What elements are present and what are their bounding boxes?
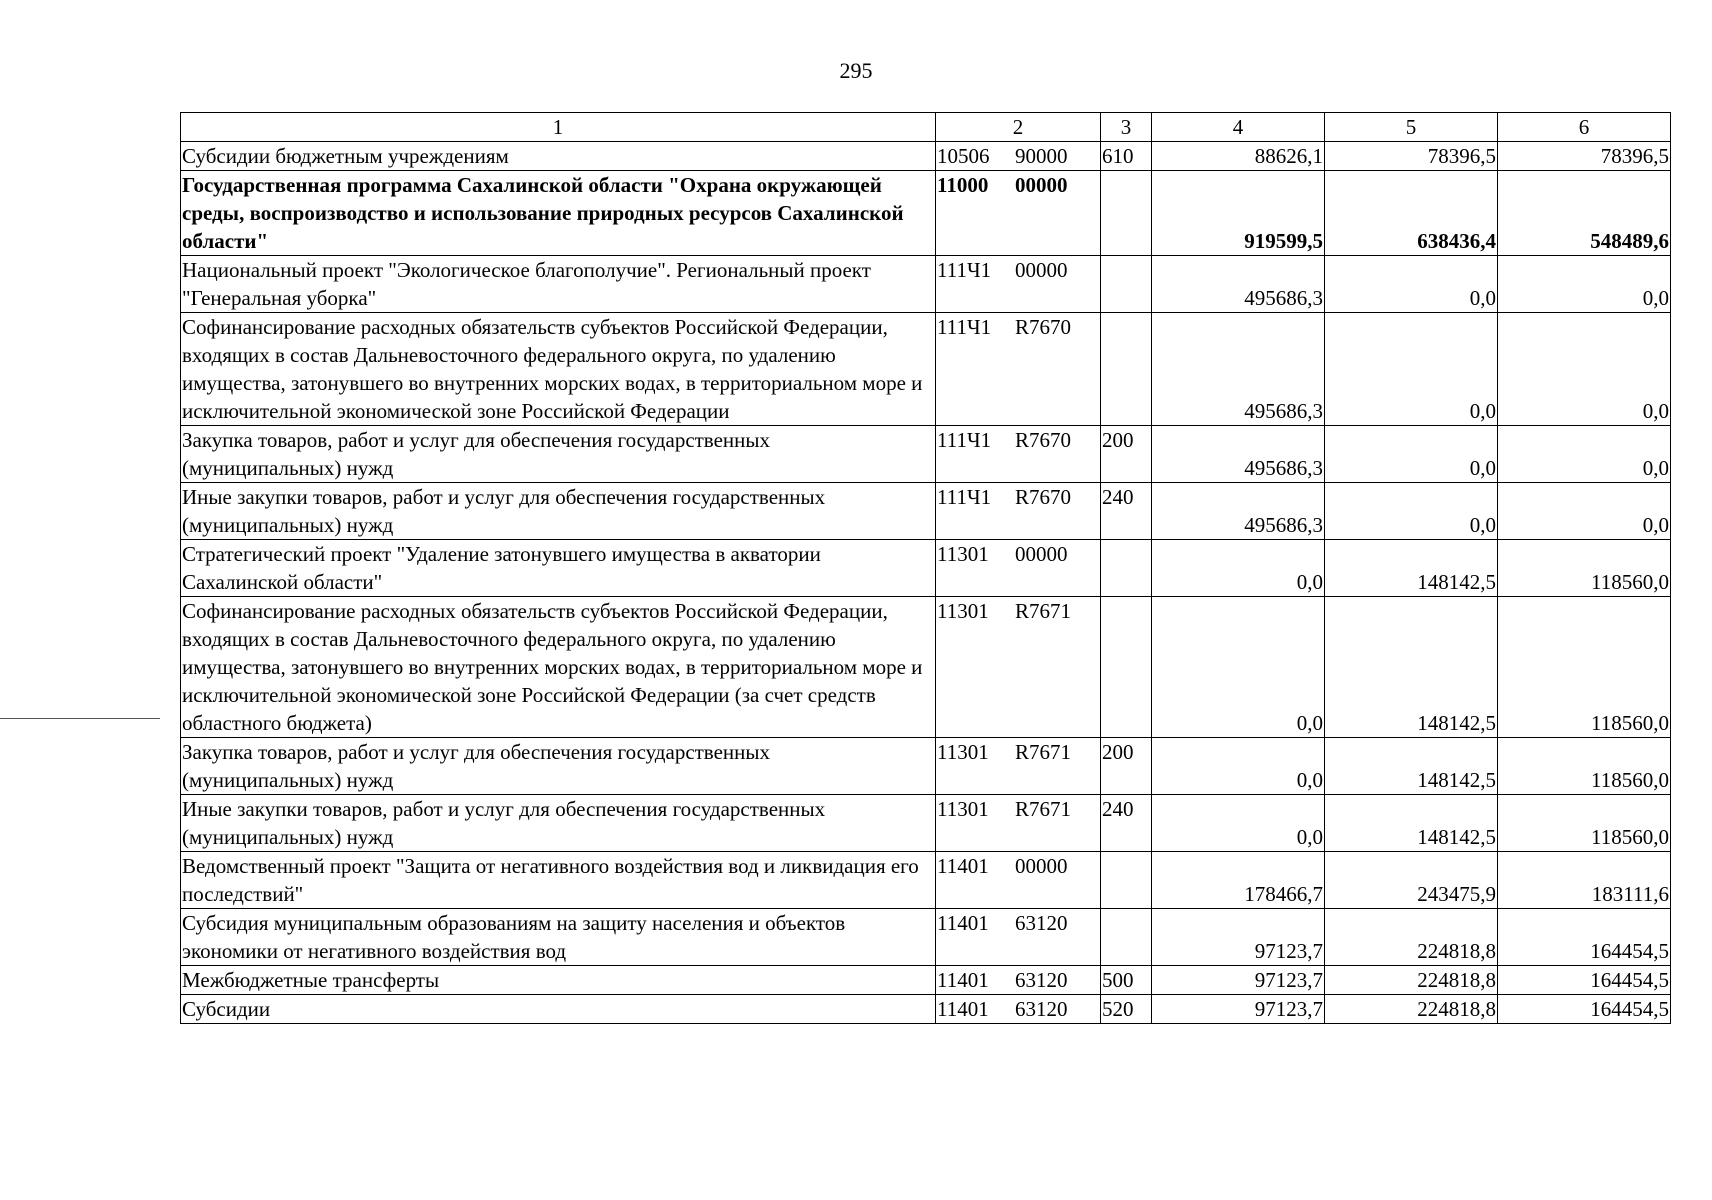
direction-code: R7670 [1015,485,1072,509]
program-code: 111Ч1 [937,485,992,509]
row-group-cell [1101,313,1152,426]
program-code: 11000 [937,173,989,197]
row-name-cell: Иные закупки товаров, работ и услуг для обеспечения государственных (муниципальных) нужд [181,795,936,852]
scan-line-mark [0,718,160,719]
program-code: 111Ч1 [937,428,992,452]
row-group-cell: 500 [1101,966,1152,995]
row-value-col4: 495686,3 [1152,256,1325,313]
row-value-col4: 0,0 [1152,540,1325,597]
row-value-col6: 164454,5 [1498,966,1671,995]
row-code-cell [936,597,1101,738]
row-name-cell: Ведомственный проект "Защита от негативного воздействия вод и ликвидация его последствий" [181,852,936,909]
table-row [181,313,1671,426]
row-group-cell [1101,256,1152,313]
row-code-cell [936,483,1101,540]
column-header: 6 [1498,113,1671,142]
row-name-cell: Закупка товаров, работ и услуг для обеспечения государственных (муниципальных) нужд [181,738,936,795]
direction-code: 00000 [1015,173,1068,197]
row-code-cell [936,909,1101,966]
row-name-cell: Межбюджетные трансферты [181,966,936,995]
table-row [181,256,1671,313]
row-value-col4: 178466,7 [1152,852,1325,909]
row-value-col5: 148142,5 [1325,597,1498,738]
row-value-col4: 97123,7 [1152,995,1325,1024]
row-group-cell: 240 [1101,795,1152,852]
row-value-col4: 495686,3 [1152,483,1325,540]
row-group-cell: 610 [1101,142,1152,171]
column-header: 3 [1101,113,1152,142]
table-row [181,142,1671,171]
program-code: 11301 [937,797,989,821]
row-value-col6: 118560,0 [1498,540,1671,597]
table-row [181,852,1671,909]
direction-code: 90000 [1015,144,1068,168]
program-code: 11401 [937,968,989,992]
direction-code: R7671 [1015,599,1072,623]
table-row [181,171,1671,256]
row-value-col5: 148142,5 [1325,795,1498,852]
row-value-col4: 0,0 [1152,738,1325,795]
table-header-row [181,113,1671,142]
table-row [181,795,1671,852]
page-number: 295 [839,58,873,83]
row-value-col6: 164454,5 [1498,995,1671,1024]
row-code-cell [936,966,1101,995]
row-value-col4: 495686,3 [1152,313,1325,426]
row-name-cell: Иные закупки товаров, работ и услуг для обеспечения государственных (муниципальных) нужд [181,483,936,540]
direction-code: 00000 [1015,542,1068,566]
row-code-cell [936,852,1101,909]
budget-table-body [181,113,1671,1024]
row-value-col4: 97123,7 [1152,909,1325,966]
table-row [181,597,1671,738]
direction-code: R7670 [1015,315,1072,339]
row-value-col5: 78396,5 [1325,142,1498,171]
direction-code: 00000 [1015,258,1068,282]
row-value-col5: 0,0 [1325,256,1498,313]
direction-code: R7671 [1015,740,1072,764]
row-value-col5: 224818,8 [1325,966,1498,995]
row-group-cell [1101,909,1152,966]
direction-code: 63120 [1015,997,1068,1021]
direction-code: 63120 [1015,911,1068,935]
row-code-cell [936,738,1101,795]
row-value-col5: 243475,9 [1325,852,1498,909]
direction-code: 00000 [1015,854,1068,878]
row-code-cell [936,142,1101,171]
row-code-cell [936,171,1101,256]
program-code: 11301 [937,542,989,566]
row-value-col6: 0,0 [1498,313,1671,426]
row-value-col4: 0,0 [1152,795,1325,852]
program-code: 11401 [937,911,989,935]
row-code-cell [936,426,1101,483]
row-value-col5: 224818,8 [1325,909,1498,966]
table-row [181,966,1671,995]
row-name-cell: Государственная программа Сахалинской области "Охрана окружающей среды, воспроизводство и использование природных ресурсов Сахалинской области" [181,171,936,256]
row-value-col5: 0,0 [1325,313,1498,426]
table-row [181,540,1671,597]
row-name-cell: Софинансирование расходных обязательств субъектов Российской Федерации, входящих в состав Дальневосточного федерального округа, по удалению имущества, затонувшего во внутренних морских водах, в территориальном море и исключительной экономической зоне Российской Федерации [181,313,936,426]
row-group-cell: 200 [1101,738,1152,795]
row-value-col6: 0,0 [1498,483,1671,540]
table-row [181,909,1671,966]
row-value-col6: 118560,0 [1498,597,1671,738]
direction-code: R7671 [1015,797,1072,821]
row-name-cell: Закупка товаров, работ и услуг для обеспечения государственных (муниципальных) нужд [181,426,936,483]
program-code: 11301 [937,599,989,623]
program-code: 10506 [937,144,990,168]
table-row [181,483,1671,540]
row-value-col6: 164454,5 [1498,909,1671,966]
row-value-col6: 78396,5 [1498,142,1671,171]
row-code-cell [936,313,1101,426]
row-group-cell: 240 [1101,483,1152,540]
row-value-col5: 148142,5 [1325,540,1498,597]
program-code: 11301 [937,740,989,764]
program-code: 11401 [937,854,989,878]
row-name-cell: Национальный проект "Экологическое благополучие". Региональный проект "Генеральная уборка" [181,256,936,313]
row-value-col5: 148142,5 [1325,738,1498,795]
row-value-col5: 0,0 [1325,483,1498,540]
row-value-col4: 0,0 [1152,597,1325,738]
column-header: 5 [1325,113,1498,142]
column-header: 2 [936,113,1101,142]
row-name-cell: Софинансирование расходных обязательств субъектов Российской Федерации, входящих в состав Дальневосточного федерального округа, по удалению имущества, затонувшего во внутренних морских водах, в территориальном море и исключительной экономической зоне Российской Федерации (за счет средств областного бюджета) [181,597,936,738]
row-name-cell: Субсидии бюджетным учреждениям [181,142,936,171]
program-code: 111Ч1 [937,315,992,339]
direction-code: 63120 [1015,968,1068,992]
row-value-col4: 88626,1 [1152,142,1325,171]
row-value-col6: 118560,0 [1498,795,1671,852]
row-group-cell [1101,540,1152,597]
program-code: 11401 [937,997,989,1021]
row-value-col6: 183111,6 [1498,852,1671,909]
row-group-cell: 520 [1101,995,1152,1024]
row-value-col6: 0,0 [1498,256,1671,313]
row-code-cell [936,540,1101,597]
row-value-col4: 97123,7 [1152,966,1325,995]
column-header: 4 [1152,113,1325,142]
row-value-col5: 638436,4 [1325,171,1498,256]
row-group-cell [1101,852,1152,909]
table-row [181,995,1671,1024]
row-group-cell [1101,597,1152,738]
row-group-cell [1101,171,1152,256]
row-name-cell: Стратегический проект "Удаление затонувшего имущества в акватории Сахалинской области" [181,540,936,597]
row-value-col5: 0,0 [1325,426,1498,483]
row-code-cell [936,995,1101,1024]
row-value-col6: 548489,6 [1498,171,1671,256]
program-code: 111Ч1 [937,258,992,282]
row-value-col5: 224818,8 [1325,995,1498,1024]
row-code-cell [936,256,1101,313]
table-row [181,738,1671,795]
row-name-cell: Субсидии [181,995,936,1024]
column-header: 1 [181,113,936,142]
row-value-col4: 919599,5 [1152,171,1325,256]
row-value-col4: 495686,3 [1152,426,1325,483]
row-code-cell [936,795,1101,852]
table-row [181,426,1671,483]
row-value-col6: 0,0 [1498,426,1671,483]
row-name-cell: Субсидия муниципальным образованиям на защиту населения и объектов экономики от негативного воздействия вод [181,909,936,966]
direction-code: R7670 [1015,428,1072,452]
budget-table [180,112,1671,1024]
row-group-cell: 200 [1101,426,1152,483]
row-value-col6: 118560,0 [1498,738,1671,795]
